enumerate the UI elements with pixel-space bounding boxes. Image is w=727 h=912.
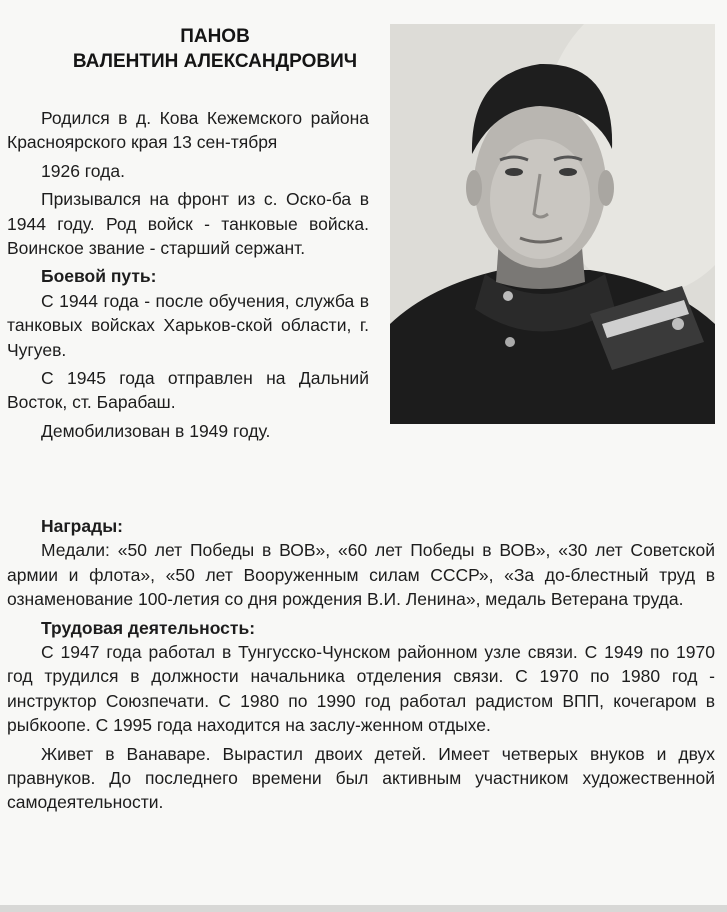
draft-paragraph: Призывался на фронт из с. Оско-ба в 1944 году. Род войск - танковые войска. Воинское звание - старший сержант.	[7, 189, 369, 259]
family-paragraph: Живет в Ванаваре. Вырастил двоих детей. Имеет четверых внуков и двух правнуков. До последнего времени был активным участником художественной самодеятельности.	[7, 743, 715, 813]
surname: ПАНОВ	[180, 26, 250, 47]
full-width-text	[7, 514, 715, 819]
person-name-heading	[0, 24, 430, 74]
birth-paragraph: Родился в д. Кова Кежемского района Красноярского края 13 сен-тября	[7, 108, 369, 153]
combat-paragraph-1: С 1944 года - после обучения, служба в танковых войсках Харьков-ской области, г. Чугуев.	[7, 290, 369, 360]
portrait-photo	[390, 24, 715, 424]
left-column-text	[7, 106, 369, 447]
combat-paragraph-3: Демобилизован в 1949 году.	[41, 420, 271, 441]
birth-year-paragraph: 1926 года.	[41, 160, 125, 181]
awards-heading: Награды:	[41, 516, 123, 536]
bottom-divider	[0, 905, 727, 912]
labor-heading: Трудовая деятельность:	[41, 617, 256, 638]
awards-paragraph: Медали: «50 лет Победы в ВОВ», «60 лет Победы в ВОВ», «30 лет Советской армии и флота», «50 лет Вооруженным силам СССР», «За до-блестный труд в ознаменование 100-летия со дня рождения В.И. Ленина», медаль Ветерана труда.	[7, 540, 715, 610]
full-name: ВАЛЕНТИН АЛЕКСАНДРОВИЧ	[72, 51, 358, 72]
combat-paragraph-2: С 1945 года отправлен на Дальний Восток, ст. Барабаш.	[7, 368, 369, 413]
combat-heading: Боевой путь:	[41, 266, 157, 287]
labor-paragraph: С 1947 года работал в Тунгусско-Чунском районном узле связи. С 1949 по 1970 год трудился в должности начальника отделения связи. С 1970 по 1980 год - инструктор Союзпечати. С 1980 по 1990 год работал радистом ВПП, кочегаром в рыбкоопе. С 1995 года находится на заслу-женном отдыхе.	[7, 642, 715, 736]
